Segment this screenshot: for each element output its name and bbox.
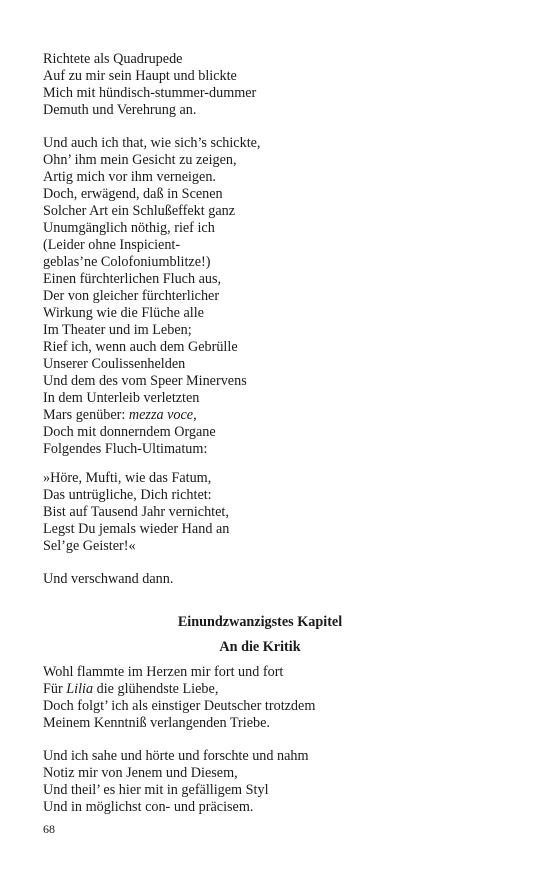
verse-line: Das untrügliche, Dich richtet: (43, 487, 212, 503)
stanza-4 (43, 571, 173, 588)
verse-line: Und verschwand dann. (43, 571, 174, 587)
verse-line: Demuth und Verehrung an. (43, 102, 197, 118)
verse-text: Mars genüber: (43, 407, 129, 423)
verse-text: Für (43, 681, 67, 697)
verse-line: In dem Unterleib verletzten (43, 390, 200, 406)
verse-line: Notiz mir von Jenem und Diesem, (43, 765, 238, 781)
verse-line: Im Theater und im Leben; (43, 322, 192, 338)
verse-line: Wirkung wie die Flüche alle (43, 305, 204, 321)
verse-line: Mich mit hündisch-stummer-dummer (43, 85, 257, 101)
chapter-subtitle: An die Kritik (219, 639, 301, 655)
verse-line: Und in möglichst con- und präcisem. (43, 799, 254, 815)
verse-line: Doch mit donnerndem Organe (43, 424, 216, 440)
verse-line: Auf zu mir sein Haupt und blickte (43, 68, 237, 84)
verse-line: Und ich sahe und hörte und forschte und nahm (43, 748, 309, 764)
verse-line: Doch folgt’ ich als einstiger Deutscher trotzdem (43, 698, 316, 714)
italic-name: Lilia (66, 681, 94, 697)
stanza-6 (43, 748, 309, 816)
verse-line: (Leider ohne Inspicient- (43, 237, 181, 253)
verse-line-mars (43, 407, 260, 424)
verse-line: Ohn’ ihm mein Gesicht zu zeigen, (43, 152, 237, 168)
verse-line: Und auch ich that, wie sich’s schickte, (43, 135, 261, 151)
verse-line-lilia (43, 681, 315, 698)
stanza-5 (43, 664, 315, 732)
verse-line: »Höre, Mufti, wie das Fatum, (43, 470, 212, 486)
verse-line: Sel’ge Geister!« (43, 538, 136, 554)
stanza-1 (43, 51, 256, 119)
verse-line: Unumgänglich nöthig, rief ich (43, 220, 215, 236)
verse-line: Folgendes Fluch-Ultimatum: (43, 441, 208, 457)
verse-line: Richtete als Quadrupede (43, 51, 183, 67)
verse-line: Bist auf Tausend Jahr vernichtet, (43, 504, 229, 520)
verse-line: Wohl flammte im Herzen mir fort und fort (43, 664, 284, 680)
verse-text: die glühendste Liebe, (96, 681, 219, 697)
verse-line: Meinem Kenntniß verlangenden Triebe. (43, 715, 270, 731)
italic-phrase: mezza voce, (128, 407, 197, 423)
verse-line: Und dem des vom Speer Minervens (43, 373, 247, 389)
verse-line: Artig mich vor ihm verneigen. (43, 169, 216, 185)
chapter-title: Einundzwanzigstes Kapitel (177, 614, 343, 630)
verse-line: geblas’ne Colofoniumblitze!) (43, 254, 211, 270)
verse-line: Solcher Art ein Schlußeffekt ganz (43, 203, 236, 219)
verse-line: Doch, erwägend, daß in Scenen (43, 186, 223, 202)
page-number: 68 (43, 822, 55, 836)
verse-line: Rief ich, wenn auch dem Gebrülle (43, 339, 238, 355)
stanza-2 (43, 135, 260, 458)
verse-line: Der von gleicher fürchterlicher (43, 288, 220, 304)
verse-line: Legst Du jemals wieder Hand an (43, 521, 230, 537)
verse-line: Und theil’ es hier mit in gefälligem Styl (43, 782, 269, 798)
verse-line: Einen fürchterlichen Fluch aus, (43, 271, 222, 287)
stanza-3 (43, 470, 229, 555)
verse-line: Unserer Coulissenhelden (43, 356, 186, 372)
